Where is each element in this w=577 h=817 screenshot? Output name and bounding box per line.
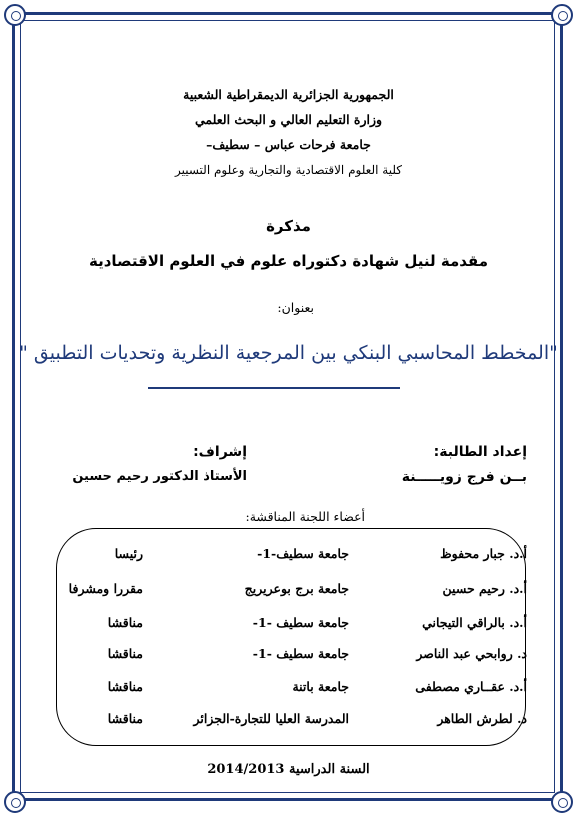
committee-row bbox=[0, 646, 577, 666]
corner-ornament bbox=[551, 791, 573, 813]
committee-row bbox=[0, 581, 577, 601]
member-university: جامعة برج بوعريريج bbox=[244, 581, 349, 596]
member-university: جامعة سطيف-1- bbox=[257, 546, 349, 561]
prepared-by-label: إعداد الطالبة: bbox=[433, 444, 527, 460]
member-role: مناقشا bbox=[107, 615, 143, 630]
university-name: جامعة فرحات عباس – سطيف– bbox=[206, 137, 371, 152]
document-type: مذكرة bbox=[266, 217, 311, 235]
committee-label: أعضاء اللجنة المناقشة: bbox=[245, 509, 365, 524]
titled-label: بعنوان: bbox=[277, 300, 314, 315]
member-university: جامعة باتنة bbox=[292, 679, 349, 694]
degree-statement: مقدمة لنيل شهادة دكتوراه علوم في العلوم الاقتصادية bbox=[89, 252, 488, 270]
member-name: أ.د. جبار محفوظ bbox=[440, 546, 527, 561]
student-name: بــن فرج زويـــــنة bbox=[401, 469, 527, 485]
member-name: د. لطرش الطاهر bbox=[437, 711, 527, 726]
corner-ornament bbox=[551, 4, 573, 26]
committee-row bbox=[0, 615, 577, 635]
ministry-name: وزارة التعليم العالي و البحث العلمي bbox=[194, 112, 383, 127]
member-role: مناقشا bbox=[107, 711, 143, 726]
member-university: المدرسة العليا للتجارة-الجزائر bbox=[193, 711, 349, 726]
committee-row bbox=[0, 679, 577, 699]
republic-name: الجمهورية الجزائرية الديمقراطية الشعبية bbox=[183, 87, 394, 102]
supervision-label: إشراف: bbox=[193, 444, 247, 460]
member-university: جامعة سطيف -1- bbox=[252, 646, 349, 661]
member-name: د. روابحي عبد الناصر bbox=[416, 646, 527, 661]
member-role: مقررا ومشرفا bbox=[68, 581, 143, 596]
member-name: أ.د. عقــاري مصطفى bbox=[415, 679, 527, 694]
committee-row bbox=[0, 711, 577, 731]
member-role: مناقشا bbox=[107, 679, 143, 694]
supervisor-name: الأستاذ الدكتور رحيم حسين bbox=[72, 469, 247, 484]
member-name: أ.د. بالراقي التيجاني bbox=[422, 615, 527, 630]
member-university: جامعة سطيف -1- bbox=[252, 615, 349, 630]
committee-row bbox=[0, 546, 577, 566]
corner-ornament bbox=[4, 4, 26, 26]
academic-year: السنة الدراسية 2014/2013 bbox=[207, 762, 370, 777]
title-underline bbox=[148, 387, 400, 389]
thesis-title: "المخطط المحاسبي البنكي بين المرجعية النظرية وتحديات التطبيق " bbox=[19, 342, 558, 364]
faculty-name: كلية العلوم الاقتصادية والتجارية وعلوم التسيير bbox=[174, 163, 403, 177]
member-name: أ.د. رحيم حسين bbox=[442, 581, 527, 596]
corner-ornament bbox=[4, 791, 26, 813]
member-role: مناقشا bbox=[107, 646, 143, 661]
member-role: رئيسا bbox=[114, 546, 143, 561]
